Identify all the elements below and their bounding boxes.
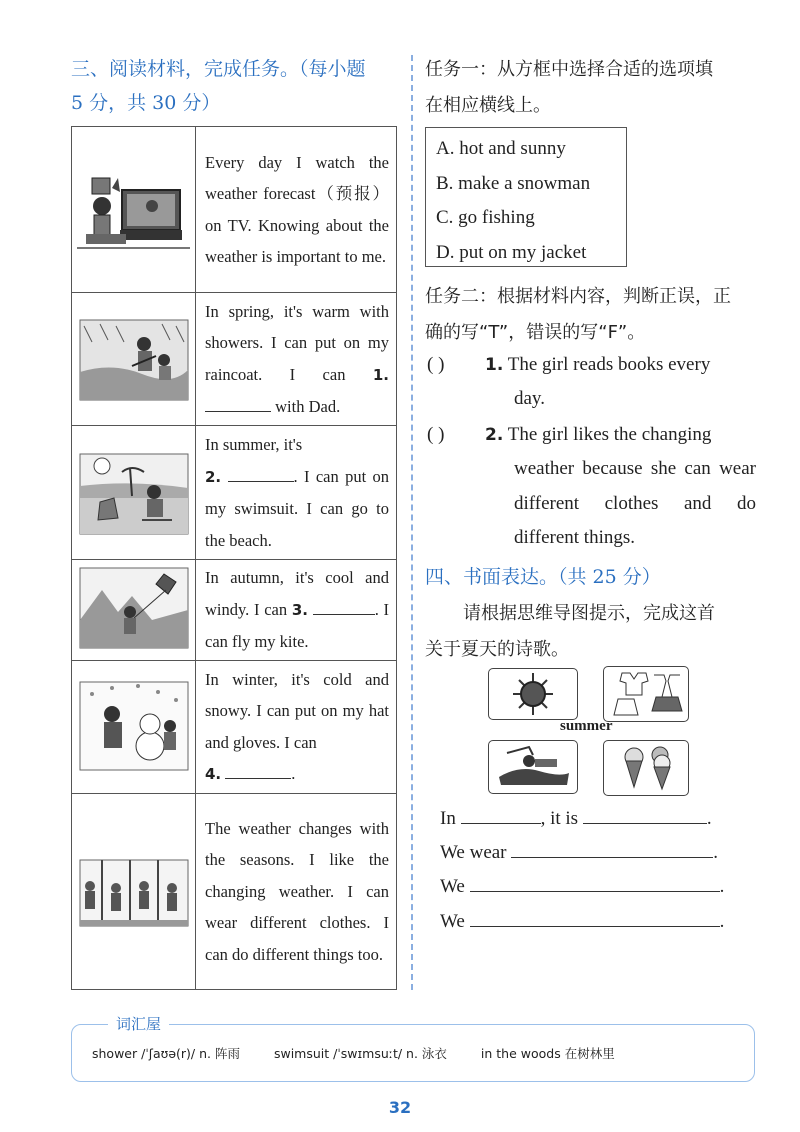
judgement-item-1-rest: day.: [514, 388, 545, 409]
mindmap-clothes-box: [603, 666, 689, 722]
mindmap-icecream-box: [603, 740, 689, 796]
swimming-icon: [489, 741, 577, 793]
girl-in-rain-with-dad-illustration: [72, 302, 195, 412]
reading-text-4: In autumn, it's cool and windy. I can 3. . I can fly my kite.: [196, 560, 397, 661]
illustration-cell: [72, 426, 196, 560]
table-row: [72, 661, 397, 794]
poem-blank-activity-2[interactable]: [470, 910, 720, 927]
poem-blank-season[interactable]: [461, 807, 541, 824]
answer-paren-1[interactable]: ( ): [427, 354, 445, 375]
judgement-item-2: ( ) 2. The girl likes the changing: [427, 417, 711, 453]
judgement-item-1: ( ) 1. The girl reads books every: [427, 347, 710, 383]
table-row: [72, 293, 397, 426]
children-in-woods-illustration: [72, 830, 195, 950]
reading-table: [71, 126, 397, 990]
answer-blank-3[interactable]: [313, 598, 375, 615]
poem-line-3: We .: [440, 876, 725, 897]
section4-title: 四、书面表达。（共 25 分）: [425, 566, 661, 588]
illustration-cell: [72, 127, 196, 293]
mindmap-swim-box: [488, 740, 578, 794]
option-c: C. go fishing: [436, 207, 535, 228]
reading-text-5: In winter, it's cold and snowy. I can put on my hat and gloves. I can 4. .: [196, 661, 397, 794]
ice-cream-icon: [604, 741, 688, 795]
table-row: [72, 560, 397, 661]
column-divider: [411, 55, 413, 990]
judgement-item-2-rest: weather because she can wear different clothes and do different things.: [514, 458, 756, 548]
boy-watching-tv-illustration: [72, 148, 195, 268]
sun-icon: [489, 669, 577, 719]
poem-blank-activity-1[interactable]: [470, 875, 720, 892]
boy-flying-kite-illustration: [72, 560, 195, 656]
illustration-cell: [72, 293, 196, 426]
reading-text-3: In summer, it's 2. . I can put on my swimsuit. I can go to the beach.: [196, 426, 397, 560]
table-row: [72, 127, 397, 293]
poem-line-1: In , it is .: [440, 808, 712, 829]
reading-text-2: In spring, it's warm with showers. I can put on my raincoat. I can 1. with Dad.: [196, 293, 397, 426]
poem-line-2: We wear .: [440, 842, 719, 863]
poem-line-4: We .: [440, 911, 725, 932]
poem-blank-clothes[interactable]: [511, 841, 713, 858]
answer-blank-4[interactable]: [225, 762, 291, 779]
task2-title: 任务二：根据材料内容，判断正误，正 确的写“T”，错误的写“F”。: [425, 286, 731, 343]
vocab-title: 词汇屋: [108, 1013, 169, 1034]
vocab-item: in the woods 在树林里: [480, 1046, 615, 1061]
options-box: [425, 127, 627, 267]
option-d: D. put on my jacket: [436, 241, 587, 263]
option-b: B. make a snowman: [436, 172, 591, 194]
illustration-cell: [72, 560, 196, 661]
answer-blank-1[interactable]: [205, 395, 271, 412]
answer-blank-2[interactable]: [228, 465, 294, 482]
page-number: 32: [388, 1098, 412, 1117]
clothes-icon: [604, 667, 688, 721]
illustration-cell: [72, 661, 196, 794]
reading-text-1: Every day I watch the weather forecast（预报）on TV. Knowing about the weather is important to me.: [196, 127, 397, 293]
mindmap-sun-box: [488, 668, 578, 720]
section4-prompt: 请根据思维导图提示，完成这首 关于夏天的诗歌。: [425, 603, 715, 660]
option-a: A. hot and sunny: [436, 138, 566, 159]
girl-on-beach-illustration: [72, 436, 195, 546]
vocab-item: swimsuit /ˈswɪmsuːt/ n. 泳衣: [273, 1046, 447, 1061]
answer-paren-2[interactable]: ( ): [427, 424, 445, 445]
section3-title: 三、阅读材料，完成任务。（每小题 5 分，共 30 分）: [71, 58, 366, 114]
reading-text-6: The weather changes with the seasons. I like the changing weather. I can wear different clothes. I can do different things too.: [196, 794, 397, 990]
table-row: [72, 426, 397, 560]
illustration-cell: [72, 794, 196, 990]
table-row: [72, 794, 397, 990]
kids-with-snowman-illustration: [72, 670, 195, 780]
task1-title: 任务一：从方框中选择合适的选项填 在相应横线上。: [425, 59, 713, 116]
vocab-item: shower /ˈʃaʊə(r)/ n. 阵雨: [92, 1046, 240, 1061]
vocab-list: [92, 1044, 615, 1062]
poem-blank-weather[interactable]: [583, 807, 707, 824]
mindmap-center-label: summer: [560, 718, 613, 734]
